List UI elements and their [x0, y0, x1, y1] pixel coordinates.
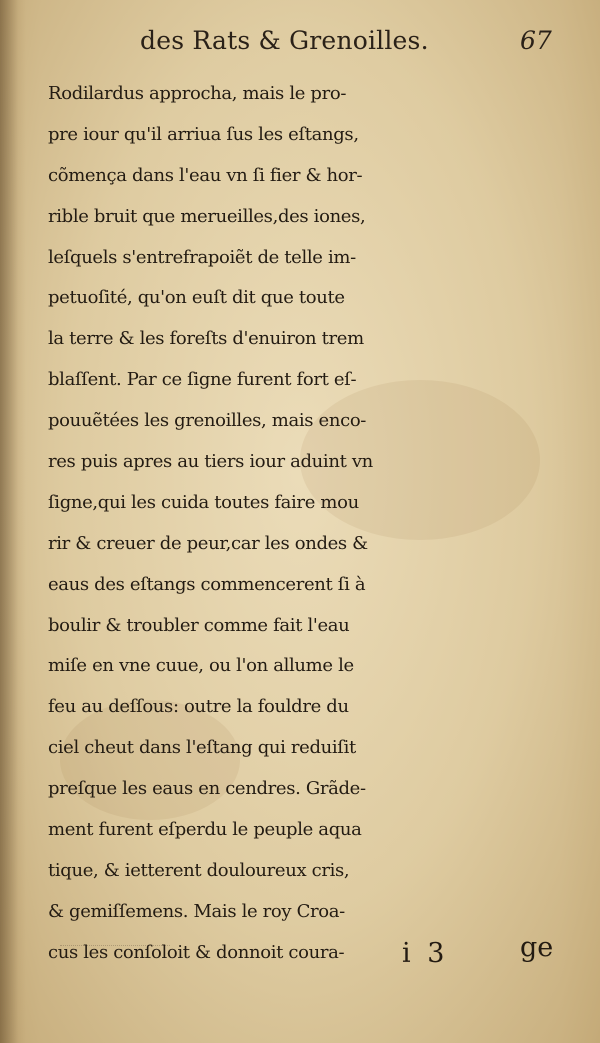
- text-line: preſque les eaus en cendres. Grãde-: [48, 778, 366, 800]
- page-footer: [0, 930, 600, 980]
- text-line: miſe en vne cuue, ou l'on allume le: [48, 655, 354, 677]
- page-number: 67: [520, 26, 552, 55]
- text-line: cus les conſoloit & donnoit coura-: [48, 941, 345, 963]
- text-line: ment furent eſperdu le peuple aqua: [48, 819, 362, 841]
- page-header: [0, 24, 600, 64]
- text-line: la terre & les foreſts d'enuiron trem: [48, 328, 364, 350]
- text-line: boulir & troubler comme fait l'eau: [48, 614, 350, 636]
- text-line: & gemiſſemens. Mais le roy Croa-: [48, 900, 345, 922]
- text-line: pouuẽtées les grenoilles, mais enco-: [48, 410, 367, 432]
- signature-mark: i 3: [402, 938, 449, 969]
- text-line: tique, & ietterent douloureux cris,: [48, 859, 350, 881]
- text-line: rir & creuer de peur,car les ondes &: [48, 532, 368, 554]
- text-line: petuoſité, qu'on euſt dit que toute: [48, 287, 345, 309]
- text-line: rible bruit que merueilles,des iones,: [48, 205, 366, 227]
- text-line: ſigne,qui les cuida toutes faire mou: [48, 491, 359, 513]
- text-line: eaus des eſtangs commencerent ſi à: [48, 573, 366, 595]
- running-title: des Rats & Grenoilles.: [140, 26, 429, 55]
- body-text: [48, 74, 573, 974]
- text-line: res puis apres au tiers iour aduint vn: [48, 451, 373, 473]
- page-gutter-shadow: [0, 0, 26, 1043]
- text-line: feu au deſſous: outre la fouldre du: [48, 696, 349, 718]
- text-line: pre iour qu'il arriua ſus les eſtangs,: [48, 123, 359, 145]
- text-line: ciel cheut dans l'eſtang qui reduiſit: [48, 737, 356, 759]
- text-line: leſquels s'entrefrapoiẽt de telle im-: [48, 246, 356, 268]
- text-line: Rodilardus approcha, mais le pro-: [48, 83, 347, 104]
- text-line: blaſſent. Par ce ſigne furent fort eſ-: [48, 369, 357, 391]
- text-line: cõmença dans l'eau vn ſi fier & hor-: [48, 164, 363, 186]
- catchword: ge: [520, 932, 554, 963]
